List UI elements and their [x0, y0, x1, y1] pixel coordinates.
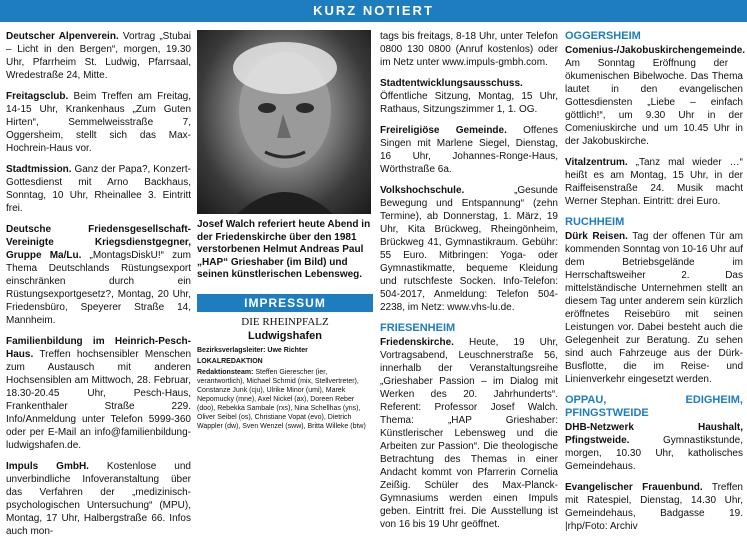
notice-title: Deutsche Friedensgesellschaft-Vereinigte Kriegsdienstgegner, Gruppe Ma/Lu. [6, 224, 191, 261]
notice-text: Kostenlose und unverbindliche Infoveranstaltung über das Verfahren der „medizinisch-psychologischen Untersuchung“ (MPU), Montag, 17 Uhr, Halbergstraße 66. Infos auch mon- [6, 461, 191, 537]
portrait-illustration [197, 30, 371, 214]
staff-label: Redaktionsteam: [197, 369, 254, 376]
notice-text: Ganz der Papa?, Konzert-Gottesdienst mit Arno Backhaus, Sonntag, 10 Uhr, Rheinallee 3. Eintritt frei. [6, 164, 191, 214]
notice-text: Am Sonntag Eröffnung der ökumenischen Bibelwoche. Das Thema lautet in den evangelischen Gottesdiensten „Liebe – einfach göttlich!“, um 9.30 Uhr in der Comeniuskirche und um 10.45 Uhr in der Jakobuskirche. [565, 58, 743, 147]
notice-item [6, 460, 191, 538]
notice-item [6, 90, 191, 155]
notice-title: Evangelischer Frauenbund. [565, 482, 703, 493]
section-heading: OPPAU, EDIGHEIM, PFINGSTWEIDE [565, 394, 743, 419]
notice-item [565, 230, 743, 386]
notice-title: Stadtentwicklungsausschuss. [380, 78, 523, 89]
impressum-box [197, 316, 373, 433]
notice-text: „MontagsDiskU!“ zum Thema Deutschlands Rüstungsexport einschränken durch ein Rüstungsexportgesetz?, Montag, 20 Uhr, Friedensbüro, Speyerer Straße 14, Mannheim. [6, 250, 192, 326]
notice-title: Dürk Reisen. [565, 231, 628, 242]
notice-title: Comenius-/Jakobuskirchengemeinde. [565, 45, 746, 56]
notice-title: Impuls GmbH. [6, 461, 89, 472]
notice-item [380, 77, 558, 116]
notice-title: Stadtmission. [6, 164, 72, 175]
notice-text: Beim Treffen am Freitag, 14-15 Uhr, Krankenhaus „Zum Guten Hirten“, Semmelweisstraße 7, Oggersheim, stellt sich das Max-Hochrein-Haus vor. [6, 91, 191, 154]
section-banner: KURZ NOTIERT [0, 0, 747, 22]
notice-title: Freitagsclub. [6, 91, 69, 102]
portrait-photo [197, 30, 371, 214]
editorial-label: LOKALREDAKTION [197, 358, 263, 365]
notice-text: tags bis freitags, 8-18 Uhr, unter Telefon 0800 130 0800 (Anruf kostenlos) oder im Netz unter www.impuls-gmbh.com. [380, 31, 558, 68]
notice-text: Öffentliche Sitzung, Montag, 15 Uhr, Rathaus, Sitzungszimmer 1, 1. OG. [380, 91, 558, 115]
publisher-leader: Bezirksverlagsleiter: Uwe Richter [197, 347, 308, 354]
edition-city: Ludwigshafen [248, 330, 322, 342]
notice-title: Deutscher Alpenverein. [6, 31, 119, 42]
photo-caption: Josef Walch referiert heute Abend in der Friedenskirche über den 1981 verstorbenen Helmut Andreas Paul „HAP“ Grieshaber (im Bild) und seinen künstlerischen Lebensweg. [197, 219, 371, 280]
notice-text: Gymnastikstunde, morgen, 10.30 Uhr, katholisches Gemeindehaus. [565, 435, 743, 472]
notice-item [6, 335, 191, 452]
notice-text: Heute, 19 Uhr, Vortragsabend, Leuschnerstraße 56, innerhalb der Veranstaltungsreihe „Grieshaber Passion – im Dialog mit Werken des 20. Jahrhunderts“. Referent: Professor Josef Walch. Thema: „HAP Grieshaber: Künstlerischer Lebensweg und die Arbeiten zur Passion“. Die theologische Betrachtung des Themas in einer Andacht kommt von Pfarrerin Cornelia Zeißig. Schüler des Max-Planck-Gymnasiums werden einen Impuls geben. Eintritt frei. Die Ausstellung ist von 16 bis 19 Uhr geöffnet. [380, 337, 558, 530]
notice-item [380, 184, 558, 314]
notice-item [565, 156, 743, 208]
notice-title: Freireligiöse Gemeinde. [380, 125, 507, 136]
notice-text: Treffen mit Ratespiel, Dienstag, 14.30 Uhr, Gemeindehaus, Badgasse 19. |rhp/Foto: Archiv [565, 482, 743, 532]
notice-item [565, 421, 743, 473]
column-1 [6, 30, 191, 546]
staff-list: Steffen Gierescher (ier, verantwortlich), Michael Schmid (mix, Stellvertreter), Constanze Junk (cju), Ulrike Minor (umi), Marek Nepomucky (mne), Axel Nickel (ax), Doreen Reber (doo), Rebekka Sambale (rxs), Nina Schellhas (yns), Oliver Seibel (os), Christiane Vopat (evo), Dietrich Wappler (dw), Sven Wenzel (sww), Britta Willeke (btw) [197, 369, 366, 430]
notice-title: Vitalzentrum. [565, 157, 628, 168]
notice-text: „Gesunde Bewegung und Entspannung“ (zehn Termine), ab Donnerstag, 1. März, 19 Uhr, Kita Brückweg, Rheingönheim, Brückweg 41, Gymnastikraum. Gebühr: 55 Euro. Mitbringen: Yoga- oder Gymnastikmatte, bequeme Kleidung und rutschfeste Socken. Info-Telefon: 504-2017, Anmeldung: Telefon 504-2238, im Netz: www.vhs-lu.de. [380, 185, 558, 313]
notice-title: Volkshochschule. [380, 185, 465, 196]
notice-title: Familienbildung im Heinrich-Pesch-Haus. [6, 336, 191, 360]
notice-item [380, 336, 558, 531]
column-4 [565, 30, 746, 541]
notice-text: Offenes Singen mit Marlene Siegel, Dienstag, 16 Uhr, Johannes-Ronge-Haus, Wörthstraße 6a. [380, 125, 558, 175]
publisher-name: DIE RHEINPFALZ [241, 316, 329, 328]
notice-item [565, 481, 743, 533]
editorial-staff [197, 368, 373, 431]
notice-title: DHB-Netzwerk Haushalt, Pfingstweide. [565, 422, 743, 446]
notice-text: Tag der offenen Tür am kommenden Sonntag von 10-16 Uhr auf dem Betriebsgelände im Herrschaftsweiher 2. Das mittelständische Unternehmen stellt an diesem Tag unter anderem sein kürzlich eröffnetes Reisebüro mit seinen Leistungen vor. Dabei besteht auch die Gelegenheit zur Beratung. Zu sehen sind auch Fahrzeuge aus der Dürk-Busflotte, die im Reise- und Linienverkehr eingesetzt werden. [565, 231, 743, 385]
notice-item [565, 44, 746, 148]
section-heading: OGGERSHEIM [565, 30, 641, 42]
notice-text: Treffen hochsensibler Menschen zum Austausch mit anderen Hochsensiblen am Mittwoch, 28. Februar, 18.30-20.45 Uhr, Pesch-Haus, Frankenthaler Straße 229. Info/Anmeldung unter Telefon 5999-360 oder per E-Mail an info@familienbildung-ludwigshafen.de. [6, 349, 191, 451]
notice-text: Vortrag „Stubai – Licht in den Bergen“, morgen, 19.30 Uhr, Pfarrheim St. Ludwig, Pfarrsaal, Wredestraße 24, Mitte. [6, 31, 191, 81]
notice-text: „Tanz mal wieder …“ heißt es am Montag, 15 Uhr, in der Raiffeisenstraße 24. Musik macht Werner Stephan. Eintritt: drei Euro. [565, 157, 743, 207]
notice-item [6, 163, 191, 215]
column-3 [380, 30, 558, 539]
section-heading: FRIESENHEIM [380, 322, 456, 334]
notice-item [6, 223, 191, 327]
section-heading: RUCHHEIM [565, 216, 625, 228]
notice-item [380, 30, 558, 69]
impressum-title: IMPRESSUM [197, 294, 373, 312]
notice-item [380, 124, 558, 176]
notice-title: Friedenskirche. [380, 337, 454, 348]
notice-item [6, 30, 191, 82]
